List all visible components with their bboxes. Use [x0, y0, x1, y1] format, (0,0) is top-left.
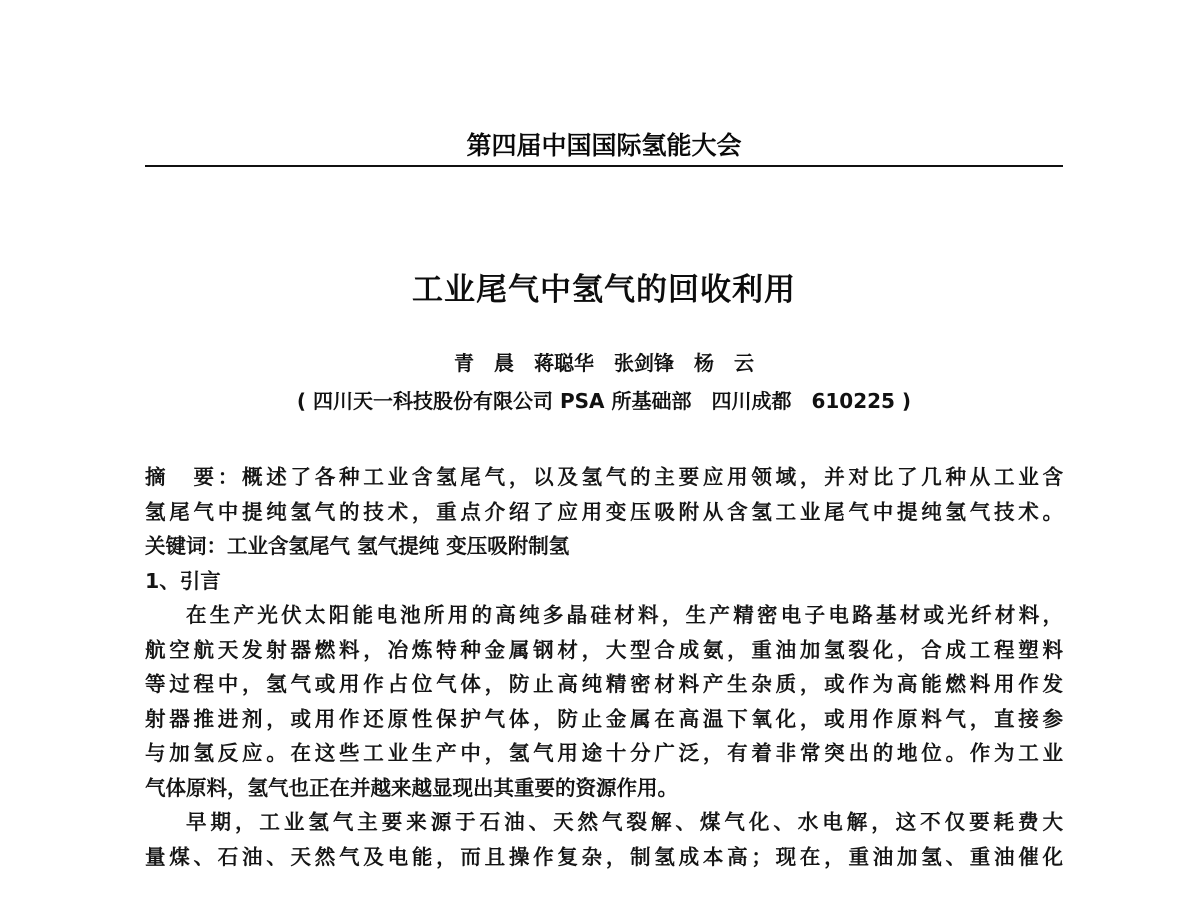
paragraph-line: 早期，工业氢气主要来源于石油、天然气裂解、煤气化、水电解，这不仅要耗费大: [186, 810, 1063, 834]
section-heading: 1、引言: [145, 568, 221, 593]
paper-body: [145, 460, 1063, 874]
paragraph-line: 航空航天发射器燃料，冶炼特种金属钢材，大型合成氨，重油加氢裂化，合成工程塑料: [145, 637, 1063, 662]
abstract-line-2: 氢尾气中提纯氢气的技术，重点介绍了应用变压吸附从含氢工业尾气中提纯氢气技术。: [145, 499, 1063, 524]
keywords-line: [145, 529, 1063, 564]
paragraph-line: 等过程中，氢气或用作占位气体，防止高纯精密材料产生杂质，或作为高能燃料用作发: [145, 672, 1063, 696]
paragraph-line: 射器推进剂，或用作还原性保护气体，防止金属在高温下氧化，或用作原料气，直接参: [145, 706, 1063, 731]
header-rule: [145, 165, 1063, 167]
keywords-text: 工业含氢尾气 氢气提纯 变压吸附制氢: [227, 534, 570, 558]
abstract-label: 摘 要：: [145, 465, 243, 489]
paragraph-line: 与加氢反应。在这些工业生产中，氢气用途十分广泛，有着非常突出的地位。作为工业: [145, 741, 1063, 765]
keywords-label: 关键词：: [145, 534, 227, 558]
paragraph-line: 气体原料，氢气也正在并越来越显现出其重要的资源作用。: [145, 775, 678, 800]
paragraph-line: 在生产光伏太阳能电池所用的高纯多晶硅材料，生产精密电子电路基材或光纤材料，: [186, 603, 1063, 627]
paragraph-line: 量煤、石油、天然气及电能，而且操作复杂，制氢成本高；现在，重油加氢、重油催化: [145, 844, 1063, 869]
abstract-line-1: [145, 460, 1063, 495]
abstract-text-1: 概述了各种工业含氢尾气，以及氢气的主要应用领域，并对比了几种从工业含: [242, 465, 1063, 489]
conference-header: 第四届中国国际氢能大会: [466, 131, 742, 160]
paper-title: 工业尾气中氢气的回收利用: [412, 272, 796, 308]
author-affiliation: ( 四川天一科技股份有限公司 PSA 所基础部 四川成都 610225 ): [296, 389, 912, 413]
author-list: 青 晨 蒋聪华 张剑锋 杨 云: [454, 351, 754, 375]
